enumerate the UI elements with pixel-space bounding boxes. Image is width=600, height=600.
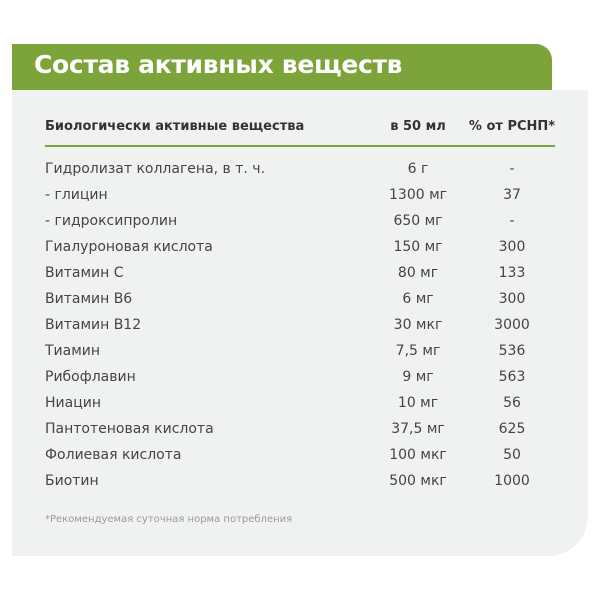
amount: 650 мг [393, 213, 443, 229]
table-row [0, 369, 600, 389]
amount: 1300 мг [389, 187, 447, 203]
substance-name: Ниацин [45, 395, 101, 411]
percent-rsnp: 56 [503, 395, 521, 411]
substance-name: Биотин [45, 473, 99, 489]
percent-rsnp: - [509, 161, 515, 177]
title-banner [12, 44, 552, 90]
percent-rsnp: 50 [503, 447, 521, 463]
amount: 9 мг [402, 369, 434, 385]
table-row [0, 161, 600, 181]
substance-name: Рибофлавин [45, 369, 136, 385]
table-row [0, 239, 600, 259]
amount: 6 г [407, 161, 429, 177]
table-row [0, 265, 600, 285]
percent-rsnp: 563 [498, 369, 526, 385]
substance-name: - гидроксипролин [45, 213, 178, 229]
percent-rsnp: 300 [498, 291, 526, 307]
substance-name: Пантотеновая кислота [45, 421, 214, 437]
amount: 7,5 мг [395, 343, 441, 359]
percent-rsnp: 625 [498, 421, 526, 437]
amount: 500 мкг [389, 473, 447, 489]
percent-rsnp: 133 [498, 265, 526, 281]
amount: 80 мг [397, 265, 439, 281]
header-percent: % от РСНП* [468, 119, 556, 134]
header-amount: в 50 мл [390, 119, 446, 134]
page-title: Состав активных веществ [34, 50, 403, 79]
table-row [0, 187, 600, 207]
percent-rsnp: 536 [498, 343, 526, 359]
footnote: *Рекомендуемая суточная норма потребления [45, 514, 293, 525]
substance-name: Витамин С [45, 265, 124, 281]
substance-name: Витамин В12 [45, 317, 142, 333]
substance-name: Гиалуроновая кислота [45, 239, 213, 255]
table-row [0, 317, 600, 337]
substance-name: Витамин В6 [45, 291, 133, 307]
substance-name: Фолиевая кислота [45, 447, 182, 463]
amount: 10 мг [397, 395, 439, 411]
percent-rsnp: 1000 [494, 473, 530, 489]
amount: 6 мг [402, 291, 434, 307]
table-row [0, 343, 600, 363]
amount: 150 мг [393, 239, 443, 255]
table-row [0, 291, 600, 311]
table-row [0, 473, 600, 493]
amount: 37,5 мг [391, 421, 445, 437]
percent-rsnp: - [509, 213, 515, 229]
amount: 100 мкг [389, 447, 447, 463]
header-substance: Биологически активные вещества [45, 119, 305, 134]
percent-rsnp: 37 [503, 187, 521, 203]
header-divider [45, 145, 555, 147]
substance-name: - глицин [45, 187, 108, 203]
table-row [0, 395, 600, 415]
substance-name: Тиамин [45, 343, 101, 359]
substance-name: Гидролизат коллагена, в т. ч. [45, 161, 266, 177]
percent-rsnp: 300 [498, 239, 526, 255]
table-row [0, 447, 600, 467]
table-row [0, 421, 600, 441]
amount: 30 мкг [393, 317, 443, 333]
table-row [0, 213, 600, 233]
percent-rsnp: 3000 [494, 317, 530, 333]
